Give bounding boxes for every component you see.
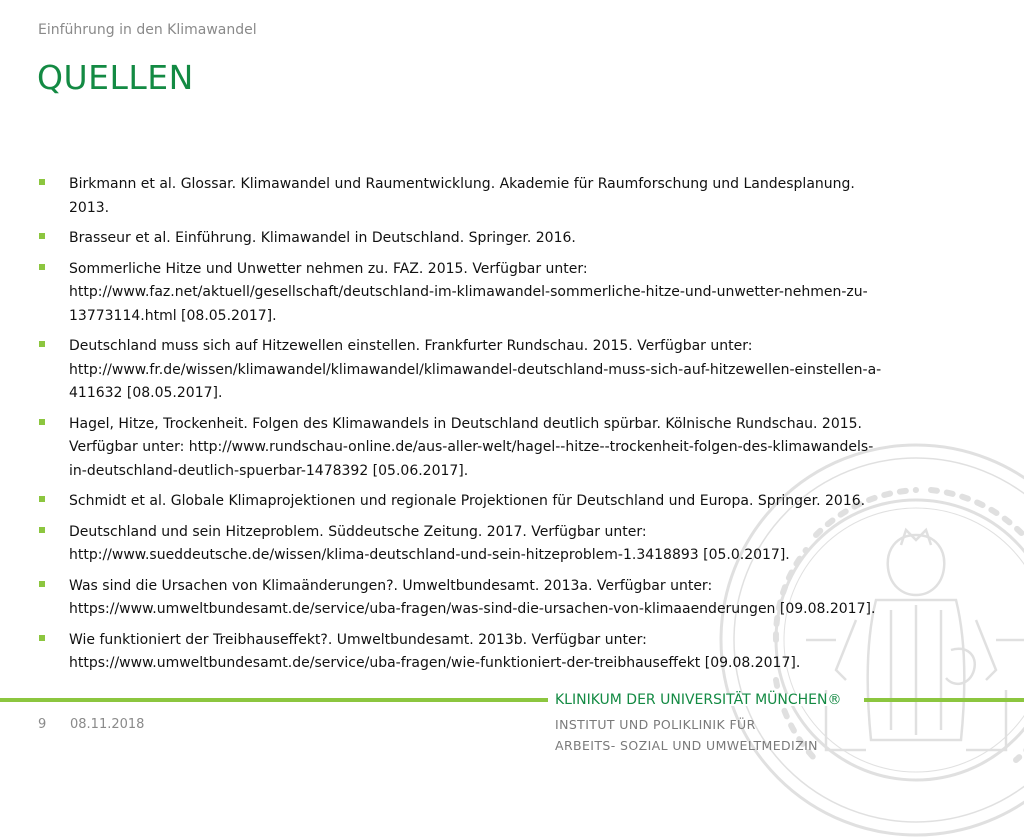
reference-item [38, 335, 968, 406]
reference-url-line: Verfügbar unter: http://www.rundschau-online.de/aus-aller-welt/hagel--hitze--trockenheit-folgen-des-klimawandels- [69, 439, 874, 455]
square-bullet-icon [39, 496, 45, 502]
reference-item [38, 490, 968, 514]
reference-line: Was sind die Ursachen von Klimaänderungen?. Umweltbundesamt. 2013a. Verfügbar unter: [69, 577, 713, 594]
reference-list [38, 173, 968, 683]
reference-line: 2013. [69, 199, 110, 216]
slide-title: QUELLEN [37, 58, 194, 97]
reference-url-line: https://www.umweltbundesamt.de/service/uba-fragen/was-sind-die-ursachen-von-klimaaenderungen [09.08.2017]. [69, 601, 876, 617]
department-line-1: INSTITUT UND POLIKLINIK FÜR [555, 717, 756, 732]
square-bullet-icon [39, 179, 45, 185]
reference-line: Sommerliche Hitze und Unwetter nehmen zu. FAZ. 2015. Verfügbar unter: [69, 260, 588, 277]
reference-line: Deutschland muss sich auf Hitzewellen einstellen. Frankfurter Rundschau. 2015. Verfügbar unter: [69, 338, 753, 354]
footer-divider [0, 698, 1024, 702]
reference-line: Hagel, Hitze, Trockenheit. Folgen des Klimawandels in Deutschland deutlich spürbar. Kölnische Rundschau. 2015. [69, 415, 862, 432]
reference-url-line: https://www.umweltbundesamt.de/service/uba-fragen/wie-funktioniert-der-treibhauseffekt [09.08.2017]. [69, 655, 801, 671]
reference-item [38, 629, 968, 676]
reference-line: Brasseur et al. Einführung. Klimawandel in Deutschland. Springer. 2016. [69, 230, 576, 246]
square-bullet-icon [39, 419, 45, 425]
reference-line: in-deutschland-deutlich-spuerbar-1478392 [05.06.2017]. [69, 462, 469, 479]
reference-line: Schmidt et al. Globale Klimaprojektionen und regionale Projektionen für Deutschland und Europa. Springer. 2016. [69, 493, 866, 509]
slide-date: 08.11.2018 [70, 717, 145, 732]
presentation-subtitle: Einführung in den Klimawandel [38, 22, 257, 38]
reference-line: Deutschland und sein Hitzeproblem. Süddeutsche Zeitung. 2017. Verfügbar unter: [69, 523, 647, 540]
reference-url-line: http://www.faz.net/aktuell/gesellschaft/deutschland-im-klimawandel-sommerliche-hitze-und-unwetter-nehmen-zu- [69, 284, 868, 300]
square-bullet-icon [39, 264, 45, 270]
reference-item [38, 258, 968, 329]
square-bullet-icon [39, 581, 45, 587]
square-bullet-icon [39, 635, 45, 641]
reference-url-line: http://www.fr.de/wissen/klimawandel/klimawandel/klimawandel-deutschland-muss-sich-auf-hitzewellen-einstellen-a- [69, 361, 882, 378]
reference-item [38, 413, 968, 484]
square-bullet-icon [39, 527, 45, 533]
reference-line: Birkmann et al. Glossar. Klimawandel und Raumentwicklung. Akademie für Raumforschung und Landesplanung. [69, 176, 855, 192]
reference-item [38, 227, 968, 251]
department-line-2: ARBEITS- SOZIAL UND UMWELTMEDIZIN [555, 738, 818, 753]
square-bullet-icon [39, 341, 45, 347]
square-bullet-icon [39, 233, 45, 239]
reference-line: 411632 [08.05.2017]. [69, 385, 223, 401]
reference-line: Wie funktioniert der Treibhauseffekt?. Umweltbundesamt. 2013b. Verfügbar unter: [69, 631, 647, 648]
reference-line: 13773114.html [08.05.2017]. [69, 307, 277, 324]
institution-name: KLINIKUM DER UNIVERSITÄT MÜNCHEN® [555, 692, 842, 708]
reference-item [38, 575, 968, 622]
reference-item [38, 521, 968, 568]
page-number: 9 [38, 717, 47, 732]
reference-url-line: http://www.sueddeutsche.de/wissen/klima-deutschland-und-sein-hitzeproblem-1.3418893 [05.0.2017]. [69, 547, 790, 563]
reference-item [38, 173, 968, 220]
